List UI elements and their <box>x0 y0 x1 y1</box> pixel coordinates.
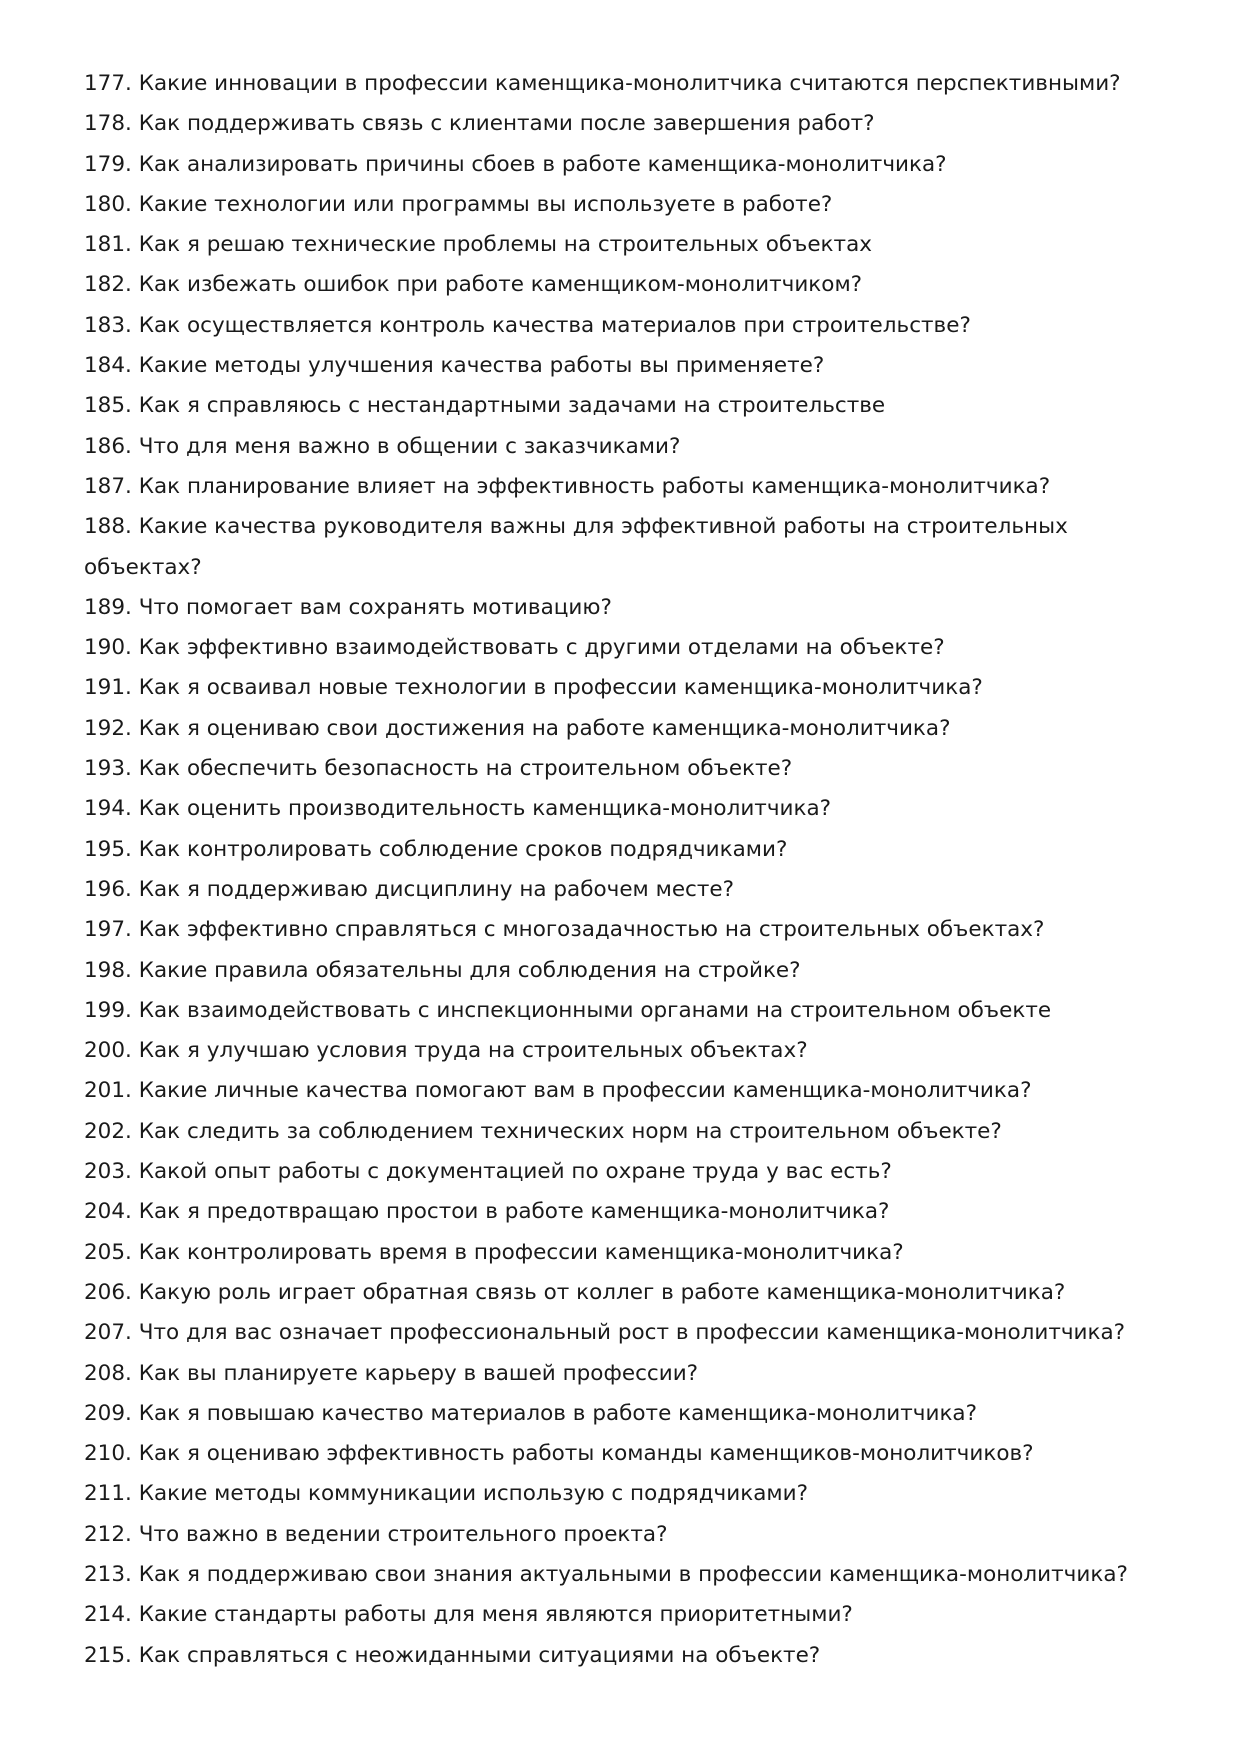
question-item-180: 180. Какие технологии или программы вы используете в работе? <box>84 191 833 217</box>
question-item-199: 199. Как взаимодействовать с инспекционными органами на строительном объекте <box>84 997 1052 1023</box>
question-item-197: 197. Как эффективно справляться с многозадачностью на строительных объектах? <box>84 917 1045 943</box>
question-item-201: 201. Какие личные качества помогают вам в профессии каменщика-монолитчика? <box>84 1078 1032 1104</box>
question-item-190: 190. Как эффективно взаимодействовать с другими отделами на объекте? <box>84 635 945 661</box>
question-item-188: 188. Какие качества руководителя важны для эффективной работы на строительных объектах? <box>84 514 1068 580</box>
question-item-202: 202. Как следить за соблюдением технических норм на строительном объекте? <box>84 1118 1002 1144</box>
question-item-184: 184. Какие методы улучшения качества работы вы применяете? <box>84 353 825 379</box>
question-list <box>84 64 1164 1676</box>
question-item-186: 186. Что для меня важно в общении с заказчиками? <box>84 433 681 459</box>
question-item-182: 182. Как избежать ошибок при работе каменщиком-монолитчиком? <box>84 272 863 298</box>
question-item-200: 200. Как я улучшаю условия труда на строительных объектах? <box>84 1038 808 1064</box>
question-item-208: 208. Как вы планируете карьеру в вашей профессии? <box>84 1360 699 1386</box>
question-item-212: 212. Что важно в ведении строительного проекта? <box>84 1521 668 1547</box>
question-item-204: 204. Как я предотвращаю простои в работе каменщика-монолитчика? <box>84 1199 890 1225</box>
question-item-187: 187. Как планирование влияет на эффективность работы каменщика-монолитчика? <box>84 473 1051 499</box>
question-item-211: 211. Какие методы коммуникации использую с подрядчиками? <box>84 1481 808 1507</box>
question-item-209: 209. Как я повышаю качество материалов в работе каменщика-монолитчика? <box>84 1400 978 1426</box>
question-item-192: 192. Как я оцениваю свои достижения на работе каменщика-монолитчика? <box>84 715 951 741</box>
question-item-183: 183. Как осуществляется контроль качества материалов при строительстве? <box>84 312 971 338</box>
question-item-205: 205. Как контролировать время в профессии каменщика-монолитчика? <box>84 1239 904 1265</box>
question-item-215: 215. Как справляться с неожиданными ситуациями на объекте? <box>84 1642 821 1668</box>
question-item-214: 214. Какие стандарты работы для меня являются приоритетными? <box>84 1602 853 1628</box>
question-item-203: 203. Какой опыт работы с документацией по охране труда у вас есть? <box>84 1159 892 1185</box>
question-item-195: 195. Как контролировать соблюдение сроков подрядчиками? <box>84 836 788 862</box>
question-item-193: 193. Как обеспечить безопасность на строительном объекте? <box>84 756 793 782</box>
question-item-198: 198. Какие правила обязательны для соблюдения на стройке? <box>84 957 801 983</box>
question-item-213: 213. Как я поддерживаю свои знания актуальными в профессии каменщика-монолитчика? <box>84 1561 1128 1587</box>
question-item-206: 206. Какую роль играет обратная связь от коллег в работе каменщика-монолитчика? <box>84 1279 1066 1305</box>
question-item-191: 191. Как я осваивал новые технологии в профессии каменщика-монолитчика? <box>84 675 983 701</box>
question-item-196: 196. Как я поддерживаю дисциплину на рабочем месте? <box>84 876 735 902</box>
question-item-178: 178. Как поддерживать связь с клиентами после завершения работ? <box>84 111 875 137</box>
question-item-181: 181. Как я решаю технические проблемы на строительных объектах <box>84 232 872 258</box>
question-item-189: 189. Что помогает вам сохранять мотивацию? <box>84 594 612 620</box>
question-item-210: 210. Как я оцениваю эффективность работы команды каменщиков-монолитчиков? <box>84 1441 1034 1467</box>
question-item-185: 185. Как я справляюсь с нестандартными задачами на строительстве <box>84 393 886 419</box>
question-item-179: 179. Как анализировать причины сбоев в работе каменщика-монолитчика? <box>84 151 947 177</box>
question-item-207: 207. Что для вас означает профессиональный рост в профессии каменщика-монолитчика? <box>84 1320 1126 1346</box>
question-item-194: 194. Как оценить производительность каменщика-монолитчика? <box>84 796 832 822</box>
question-item-177: 177. Какие инновации в профессии каменщика-монолитчика считаются перспективными? <box>84 71 1121 96</box>
